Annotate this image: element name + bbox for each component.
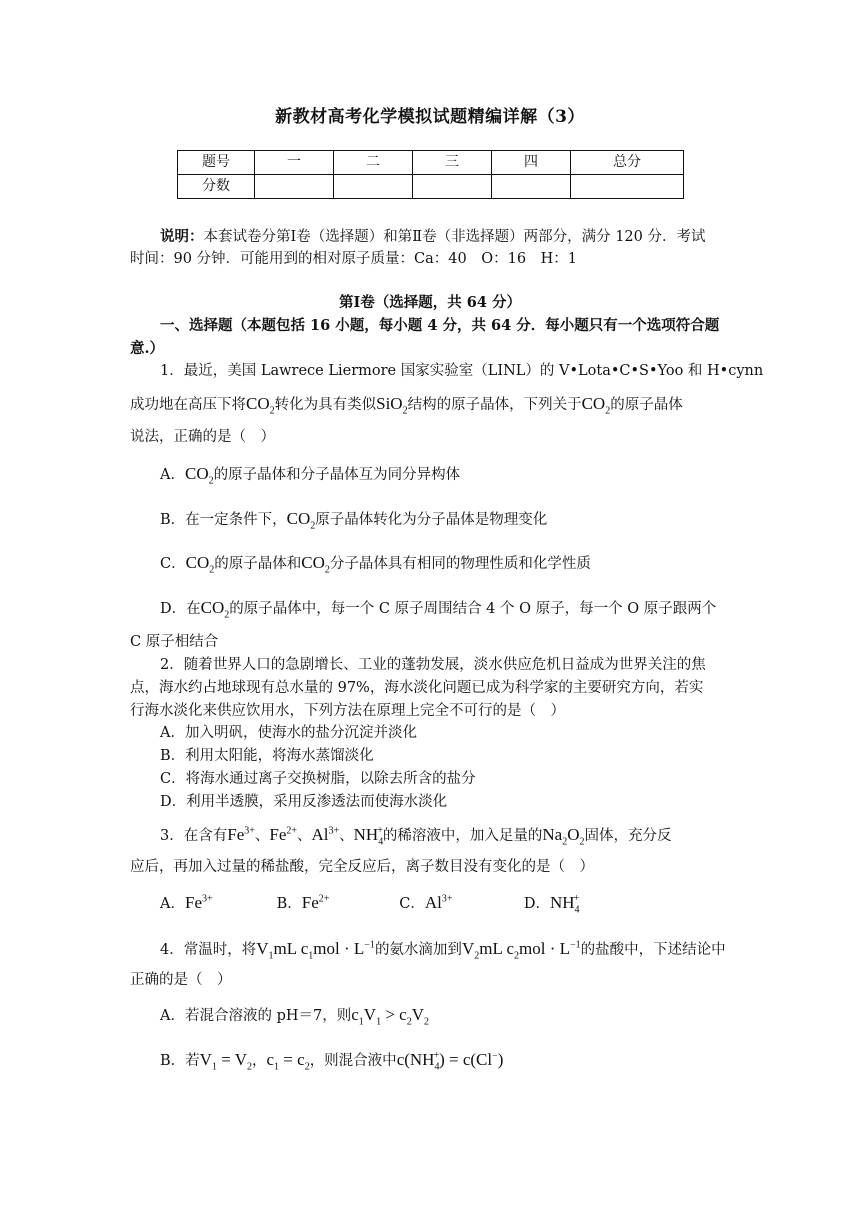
score-cell: 一 [255,151,334,175]
q1-line-3: 说法，正确的是（ ） [130,429,275,445]
instructions-line-2: 时间：90 分钟．可能用到的相对原子质量：Ca：40 O：16 H：1 [130,251,577,267]
q2-option-d[interactable]: D．利用半透膜，采用反渗透法而使海水淡化 [160,794,448,810]
q4-line-1: 4．常温时，将$V_1mL$ $c_1mol \cdot L^{-1}$的氨水滴加到$V_2mL$ $c_2mol \cdot L^{-1}$的盐酸中，下述结论中 [160,939,726,962]
expr-v2c2: $V_2mL$ $c_2mol \cdot L^{-1}$ [461,939,581,962]
q2-line-1: 2．随着世界人口的急剧增长、工业的蓬勃发展，淡水供应危机日益成为世界关注的焦 [160,657,706,673]
section-one-heading-line-2: 意.） [130,340,165,357]
q1-text: 的原子晶体 [610,397,683,413]
expr-v1c1: $V_1mL$ $c_1mol \cdot L^{-1}$ [256,939,375,962]
q3-line-2: 应后，再加入过量的稀盐酸，完全反应后，离子数目没有变化的是（ ） [130,859,594,875]
q1-line-1: 1．最近，美国 Lawrece Liermore 国家实验室（LINL）的 V•Lota•C•S•Yoo 和 H•cynn [160,363,764,379]
expr-c1-eq-c2: $c_1 = c_2$ [266,1050,310,1073]
q2-line-2: 点，海水约占地球现有总水量的 97%，海水淡化问题已成为科学家的主要研究方向，若实 [130,680,704,696]
score-table-header-row [178,151,684,175]
score-cell-empty[interactable] [334,175,413,199]
section-one-heading-line-1: 一、选择题（本题包括 16 小题，每小题 4 分，共 64 分．每小题只有一个选项符合题 [160,317,720,334]
q4-option-b[interactable]: B．若$V_1 = V_2$，$c_1 = c_2$，则混合液中$c(NH_4^+) = c(Cl^-)$ [160,1050,504,1073]
q4-line-2: 正确的是（ ） [130,972,232,988]
score-cell-empty[interactable] [255,175,334,199]
instructions-label: 说明： [160,228,204,245]
expr-c1v1-gt-c2v2: $c_1V_1 > c_2V_2$ [351,1005,429,1028]
formula-co2: $CO_2$ [184,464,214,487]
q3-line-1: 3．在含有$Fe^{3+}$、$Fe^{2+}$、$Al^{3+}$、$NH_4^+$的稀溶液中，加入足量的$Na_2O_2$固体，充分反 [160,825,672,848]
q4-option-a[interactable]: A．若混合溶液的 pH＝7，则$c_1V_1 > c_2V_2$ [160,1005,429,1028]
score-table [177,150,684,199]
q2-option-c[interactable]: C．将海水通过离子交换树脂，以除去所含的盐分 [160,771,476,787]
part-one-title: 第Ⅰ卷（选择题，共 64 分） [338,294,522,311]
score-cell: 二 [334,151,413,175]
q1-text: 结构的原子晶体，下列关于 [407,397,582,413]
q3-options-row [160,890,760,916]
expr-v1-eq-v2: $V_1 = V_2$ [199,1050,252,1073]
formula-co2: $CO_2$ [581,394,611,417]
ion-al3: $Al^{3+}$ [311,825,340,844]
q1-option-c[interactable]: C．$CO_2$的原子晶体和$CO_2$分子晶体具有相同的物理性质和化学性质 [160,553,591,576]
q1-option-b[interactable]: B．在一定条件下，$CO_2$原子晶体转化为分子晶体是物理变化 [160,509,548,532]
q2-option-a[interactable]: A．加入明矾，使海水的盐分沉淀并淡化 [160,725,417,741]
ion-fe2: $Fe^{2+}$ [269,825,298,844]
q1-option-d-line-2: C 原子相结合 [130,634,219,650]
formula-co2: $CO_2$ [301,553,330,576]
score-cell: 总分 [571,151,684,175]
q1-line-2 [130,391,730,417]
instructions-line-1 [130,226,760,248]
formula-sio2: SiO$_2$ [376,394,408,417]
score-cell-empty[interactable] [571,175,684,199]
score-cell: 三 [413,151,492,175]
score-table-score-row [178,175,684,199]
formula-co2: $CO_2$ [185,553,215,576]
ion-nh4: $NH_4^+$ [353,825,384,848]
q2-line-3: 行海水淡化来供应饮用水，下列方法在原理上完全不可行的是（ ） [130,703,565,719]
document-title: 新教材高考化学模拟试题精编详解（3） [275,107,585,127]
q2-option-b[interactable]: B．利用太阳能，将海水蒸馏淡化 [160,748,374,764]
formula-na2o2: $Na_2O_2$ [542,825,585,848]
q1-option-d[interactable]: D．在$CO_2$的原子晶体中，每一个 C 原子周围结合 4 个 O 原子，每一个 O 原子跟两个 [160,598,717,621]
q3-option-c[interactable]: C．$Al^{3+}$ [399,893,453,912]
score-cell: 分数 [178,175,255,199]
q3-option-d[interactable]: D．$NH_4^+$ [523,893,580,916]
expr-cnh4-eq-ccl: $c(NH_4^+) = c(Cl^-)$ [396,1050,504,1073]
formula-co2: $CO_2$ [286,509,316,532]
q1-text: 转化为具有类似 [274,397,377,413]
ion-fe3: $Fe^{3+}$ [227,825,255,844]
formula-co2: $CO_2$ [200,598,230,621]
q1-text: 成功地在高压下将 [130,397,246,413]
score-cell-empty[interactable] [413,175,492,199]
q3-option-a[interactable]: A．$Fe^{3+}$ [160,893,213,912]
score-cell-empty[interactable] [492,175,571,199]
formula-co2: $CO_2$ [246,394,275,417]
score-cell: 四 [492,151,571,175]
q1-option-a[interactable]: A．$CO_2$的原子晶体和分子晶体互为同分异构体 [160,464,461,487]
instructions-text: 本套试卷分第Ⅰ卷（选择题）和第Ⅱ卷（非选择题）两部分，满分 120 分．考试 [203,229,706,245]
score-cell: 题号 [178,151,255,175]
q3-option-b[interactable]: B．$Fe^{2+}$ [276,893,330,912]
